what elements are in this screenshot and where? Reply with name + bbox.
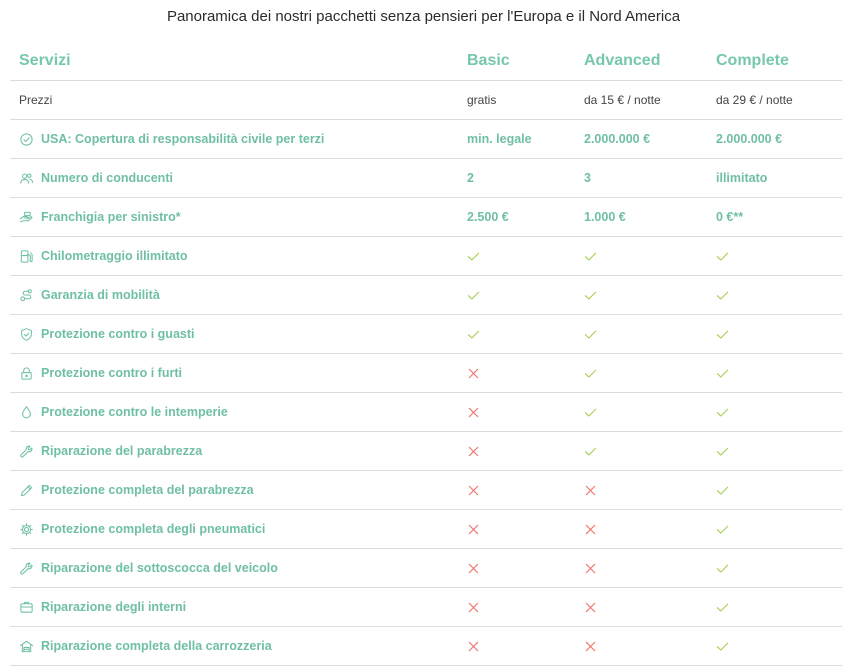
wrench-icon [19, 444, 34, 459]
cross-icon [584, 588, 709, 626]
shield-check-icon [19, 132, 34, 147]
wrench-icon [19, 561, 34, 576]
header-services: Servizi [19, 52, 71, 69]
header-complete: Complete [716, 52, 789, 69]
cross-icon [584, 549, 709, 587]
cross-icon [584, 510, 709, 548]
cross-icon [467, 588, 577, 626]
row-label-text: Franchigia per sinistro* [41, 210, 181, 224]
value-complete: illimitato [716, 171, 768, 185]
shield-icon [19, 327, 34, 342]
value-basic: min. legale [467, 132, 532, 146]
check-icon [716, 315, 841, 353]
price-complete: da 29 € / notte [716, 93, 793, 107]
row-label-text: Riparazione del parabrezza [41, 444, 203, 458]
row-label-text: USA: Copertura di responsabilità civile per terzi [41, 132, 325, 146]
value-advanced: 1.000 € [584, 210, 626, 224]
table-row [10, 159, 842, 198]
header-advanced: Advanced [584, 52, 661, 69]
row-label [19, 549, 459, 587]
table-row [10, 315, 842, 354]
row-label-text: Riparazione completa della carrozzeria [41, 639, 272, 653]
check-icon [584, 393, 709, 431]
row-label [19, 432, 459, 470]
check-icon [584, 276, 709, 314]
row-label-text: Protezione contro le intemperie [41, 405, 228, 419]
table-header-row [10, 42, 842, 81]
table-row [10, 120, 842, 159]
table-row [10, 198, 842, 237]
check-icon [716, 588, 841, 626]
seat-icon [19, 600, 34, 615]
row-label-text: Garanzia di mobilità [41, 288, 160, 302]
row-label-text: Chilometraggio illimitato [41, 249, 188, 263]
route-icon [19, 288, 34, 303]
table-row [10, 627, 842, 666]
prices-label: Prezzi [19, 93, 53, 107]
table-row [10, 588, 842, 627]
row-label [19, 315, 459, 353]
cross-icon [467, 354, 577, 392]
row-label-text: Riparazione del sottoscocca del veicolo [41, 561, 278, 575]
row-label-text: Protezione contro i furti [41, 366, 182, 380]
table-row [10, 510, 842, 549]
row-label [19, 237, 459, 275]
price-advanced: da 15 € / notte [584, 93, 661, 107]
row-label [19, 198, 459, 236]
check-icon [716, 432, 841, 470]
lock-icon [19, 366, 34, 381]
cross-icon [584, 627, 709, 665]
value-basic: 2 [467, 171, 474, 185]
row-label-text: Protezione contro i guasti [41, 327, 195, 341]
value-complete: 2.000.000 € [716, 132, 783, 146]
row-label [19, 276, 459, 314]
hand-money-icon [19, 210, 34, 225]
row-label [19, 471, 459, 509]
price-basic: gratis [467, 93, 497, 107]
check-icon [716, 354, 841, 392]
check-icon [467, 276, 577, 314]
check-icon [716, 510, 841, 548]
row-label [19, 393, 459, 431]
header-basic: Basic [467, 52, 510, 69]
row-label [19, 159, 459, 197]
check-icon [467, 237, 577, 275]
row-label [19, 510, 459, 548]
check-icon [716, 627, 841, 665]
garage-icon [19, 639, 34, 654]
row-label [19, 354, 459, 392]
table-row [10, 393, 842, 432]
value-complete: 0 €** [716, 210, 744, 224]
cross-icon [467, 627, 577, 665]
table-row [10, 471, 842, 510]
check-icon [584, 354, 709, 392]
drop-icon [19, 405, 34, 420]
row-label [19, 627, 459, 665]
cross-icon [467, 549, 577, 587]
check-icon [467, 315, 577, 353]
check-icon [716, 393, 841, 431]
cross-icon [467, 510, 577, 548]
fuel-pump-icon [19, 249, 34, 264]
table-row [10, 237, 842, 276]
value-advanced: 3 [584, 171, 591, 185]
row-label-text: Protezione completa degli pneumatici [41, 522, 266, 536]
table-row [10, 276, 842, 315]
cross-icon [467, 471, 577, 509]
table-row [10, 432, 842, 471]
table-row [10, 549, 842, 588]
table-row [10, 354, 842, 393]
row-label [19, 120, 459, 158]
gear-icon [19, 522, 34, 537]
row-label-text: Riparazione degli interni [41, 600, 187, 614]
row-label [19, 588, 459, 626]
users-icon [19, 171, 34, 186]
check-icon [716, 237, 841, 275]
pencil-icon [19, 483, 34, 498]
cross-icon [467, 432, 577, 470]
cross-icon [584, 471, 709, 509]
row-label-text: Protezione completa del parabrezza [41, 483, 254, 497]
prices-row [10, 81, 842, 120]
value-basic: 2.500 € [467, 210, 509, 224]
row-label-text: Numero di conducenti [41, 171, 173, 185]
check-icon [716, 276, 841, 314]
value-advanced: 2.000.000 € [584, 132, 651, 146]
check-icon [584, 237, 709, 275]
page-title: Panoramica dei nostri pacchetti senza pensieri per l'Europa e il Nord America [166, 8, 681, 25]
check-icon [716, 549, 841, 587]
cross-icon [467, 393, 577, 431]
check-icon [584, 315, 709, 353]
check-icon [584, 432, 709, 470]
comparison-table [10, 42, 842, 666]
check-icon [716, 471, 841, 509]
